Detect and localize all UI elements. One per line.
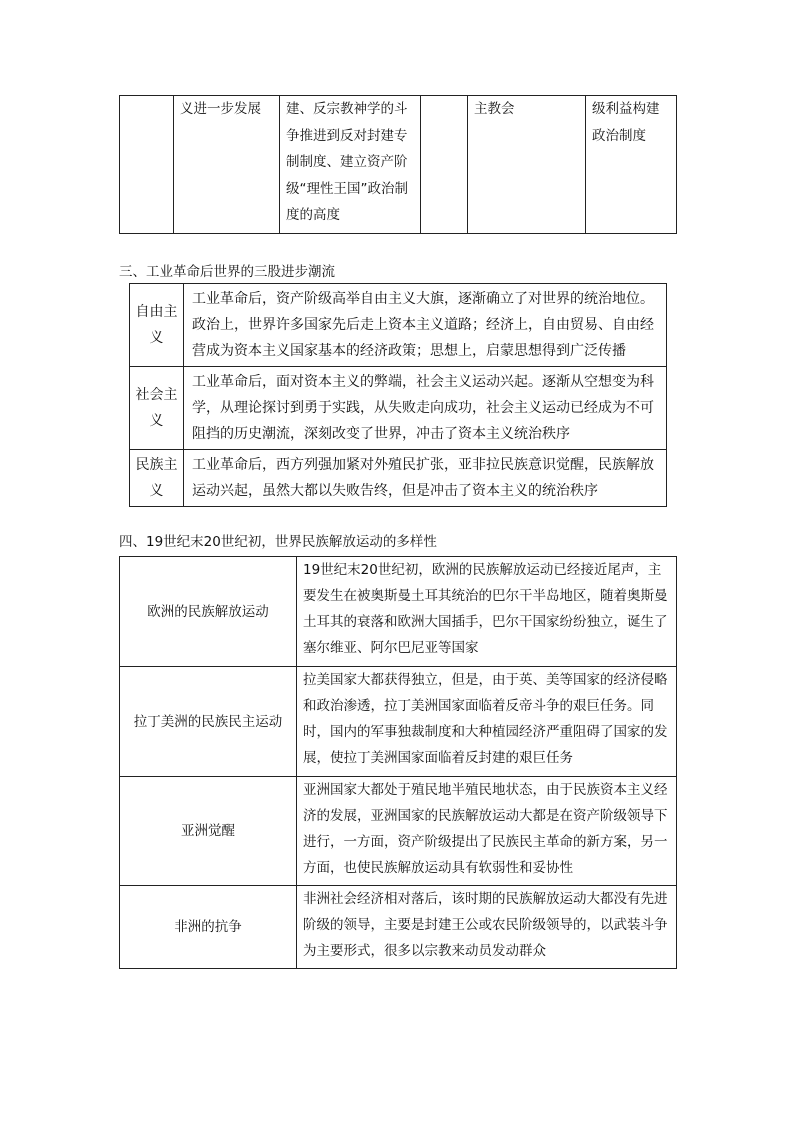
row-text: 亚洲国家大都处于殖民地半殖民地状态，由于民族资本主义经济的发展，亚洲国家的民族解放运动大都是在资产阶级领导下进行，一方面，资产阶级提出了民族民主革命的新方案，另一方面，也使民族解放运动具有软弱性和妥协性	[297, 777, 677, 886]
row-text: 工业革命后，面对资本主义的弊端，社会主义运动兴起。逐渐从空想变为科学，从理论探讨到勇于实践，从失败走向成功，社会主义运动已经成为不可阻挡的历史潮流，深刻改变了世界，冲击了资本主义统治秩序	[184, 367, 667, 450]
row-text: 19世纪末20世纪初，欧洲的民族解放运动已经接近尾声，主要发生在被奥斯曼土耳其统治的巴尔干半岛地区，随着奥斯曼土耳其的衰落和欧洲大国插手，巴尔干国家纷纷独立，诞生了塞尔维亚、阿尔巴尼亚等国家	[297, 557, 677, 667]
table-row	[120, 96, 677, 234]
table-cell	[120, 96, 174, 234]
trends-table	[129, 283, 667, 507]
table-cell: 义进一步发展	[174, 96, 280, 234]
liberation-table	[119, 556, 677, 969]
row-text: 非洲社会经济相对落后，该时期的民族解放运动大都没有先进阶级的领导，主要是封建王公或农民阶级领导的，以武装斗争为主要形式，很多以宗教来动员发动群众	[297, 886, 677, 969]
row-label: 非洲的抗争	[120, 886, 297, 969]
table-row	[120, 557, 677, 667]
row-text: 工业革命后，西方列强加紧对外殖民扩张，亚非拉民族意识觉醒，民族解放运动兴起，虽然大都以失败告终，但是冲击了资本主义的统治秩序	[184, 450, 667, 507]
table-row	[130, 450, 667, 507]
table-cell: 主教会	[468, 96, 586, 234]
table-row	[130, 284, 667, 367]
section-heading: 四、19世纪末20世纪初，世界民族解放运动的多样性	[119, 534, 437, 550]
section-heading: 三、工业革命后世界的三股进步潮流	[119, 264, 335, 280]
row-label: 民族主义	[130, 450, 184, 507]
table-cell	[421, 96, 468, 234]
row-label: 自由主义	[130, 284, 184, 367]
table-cell: 级利益构建政治制度	[586, 96, 677, 234]
row-label: 欧洲的民族解放运动	[120, 557, 297, 667]
top-table	[119, 95, 677, 234]
row-text: 拉美国家大都获得独立，但是，由于英、美等国家的经济侵略和政治渗透，拉丁美洲国家面临着反帝斗争的艰巨任务。同时，国内的军事独裁制度和大种植园经济严重阻碍了国家的发展，使拉丁美洲国家面临着反封建的艰巨任务	[297, 667, 677, 777]
row-label: 社会主义	[130, 367, 184, 450]
row-label: 亚洲觉醒	[120, 777, 297, 886]
table-cell: 建、反宗教神学的斗争推进到反对封建专制制度、建立资产阶级“理性王国”政治制度的高度	[280, 96, 421, 234]
table-row	[130, 367, 667, 450]
table-row	[120, 886, 677, 969]
table-row	[120, 667, 677, 777]
table-row	[120, 777, 677, 886]
row-label: 拉丁美洲的民族民主运动	[120, 667, 297, 777]
row-text: 工业革命后，资产阶级高举自由主义大旗，逐渐确立了对世界的统治地位。政治上，世界许多国家先后走上资本主义道路；经济上，自由贸易、自由经营成为资本主义国家基本的经济政策；思想上，启蒙思想得到广泛传播	[184, 284, 667, 367]
